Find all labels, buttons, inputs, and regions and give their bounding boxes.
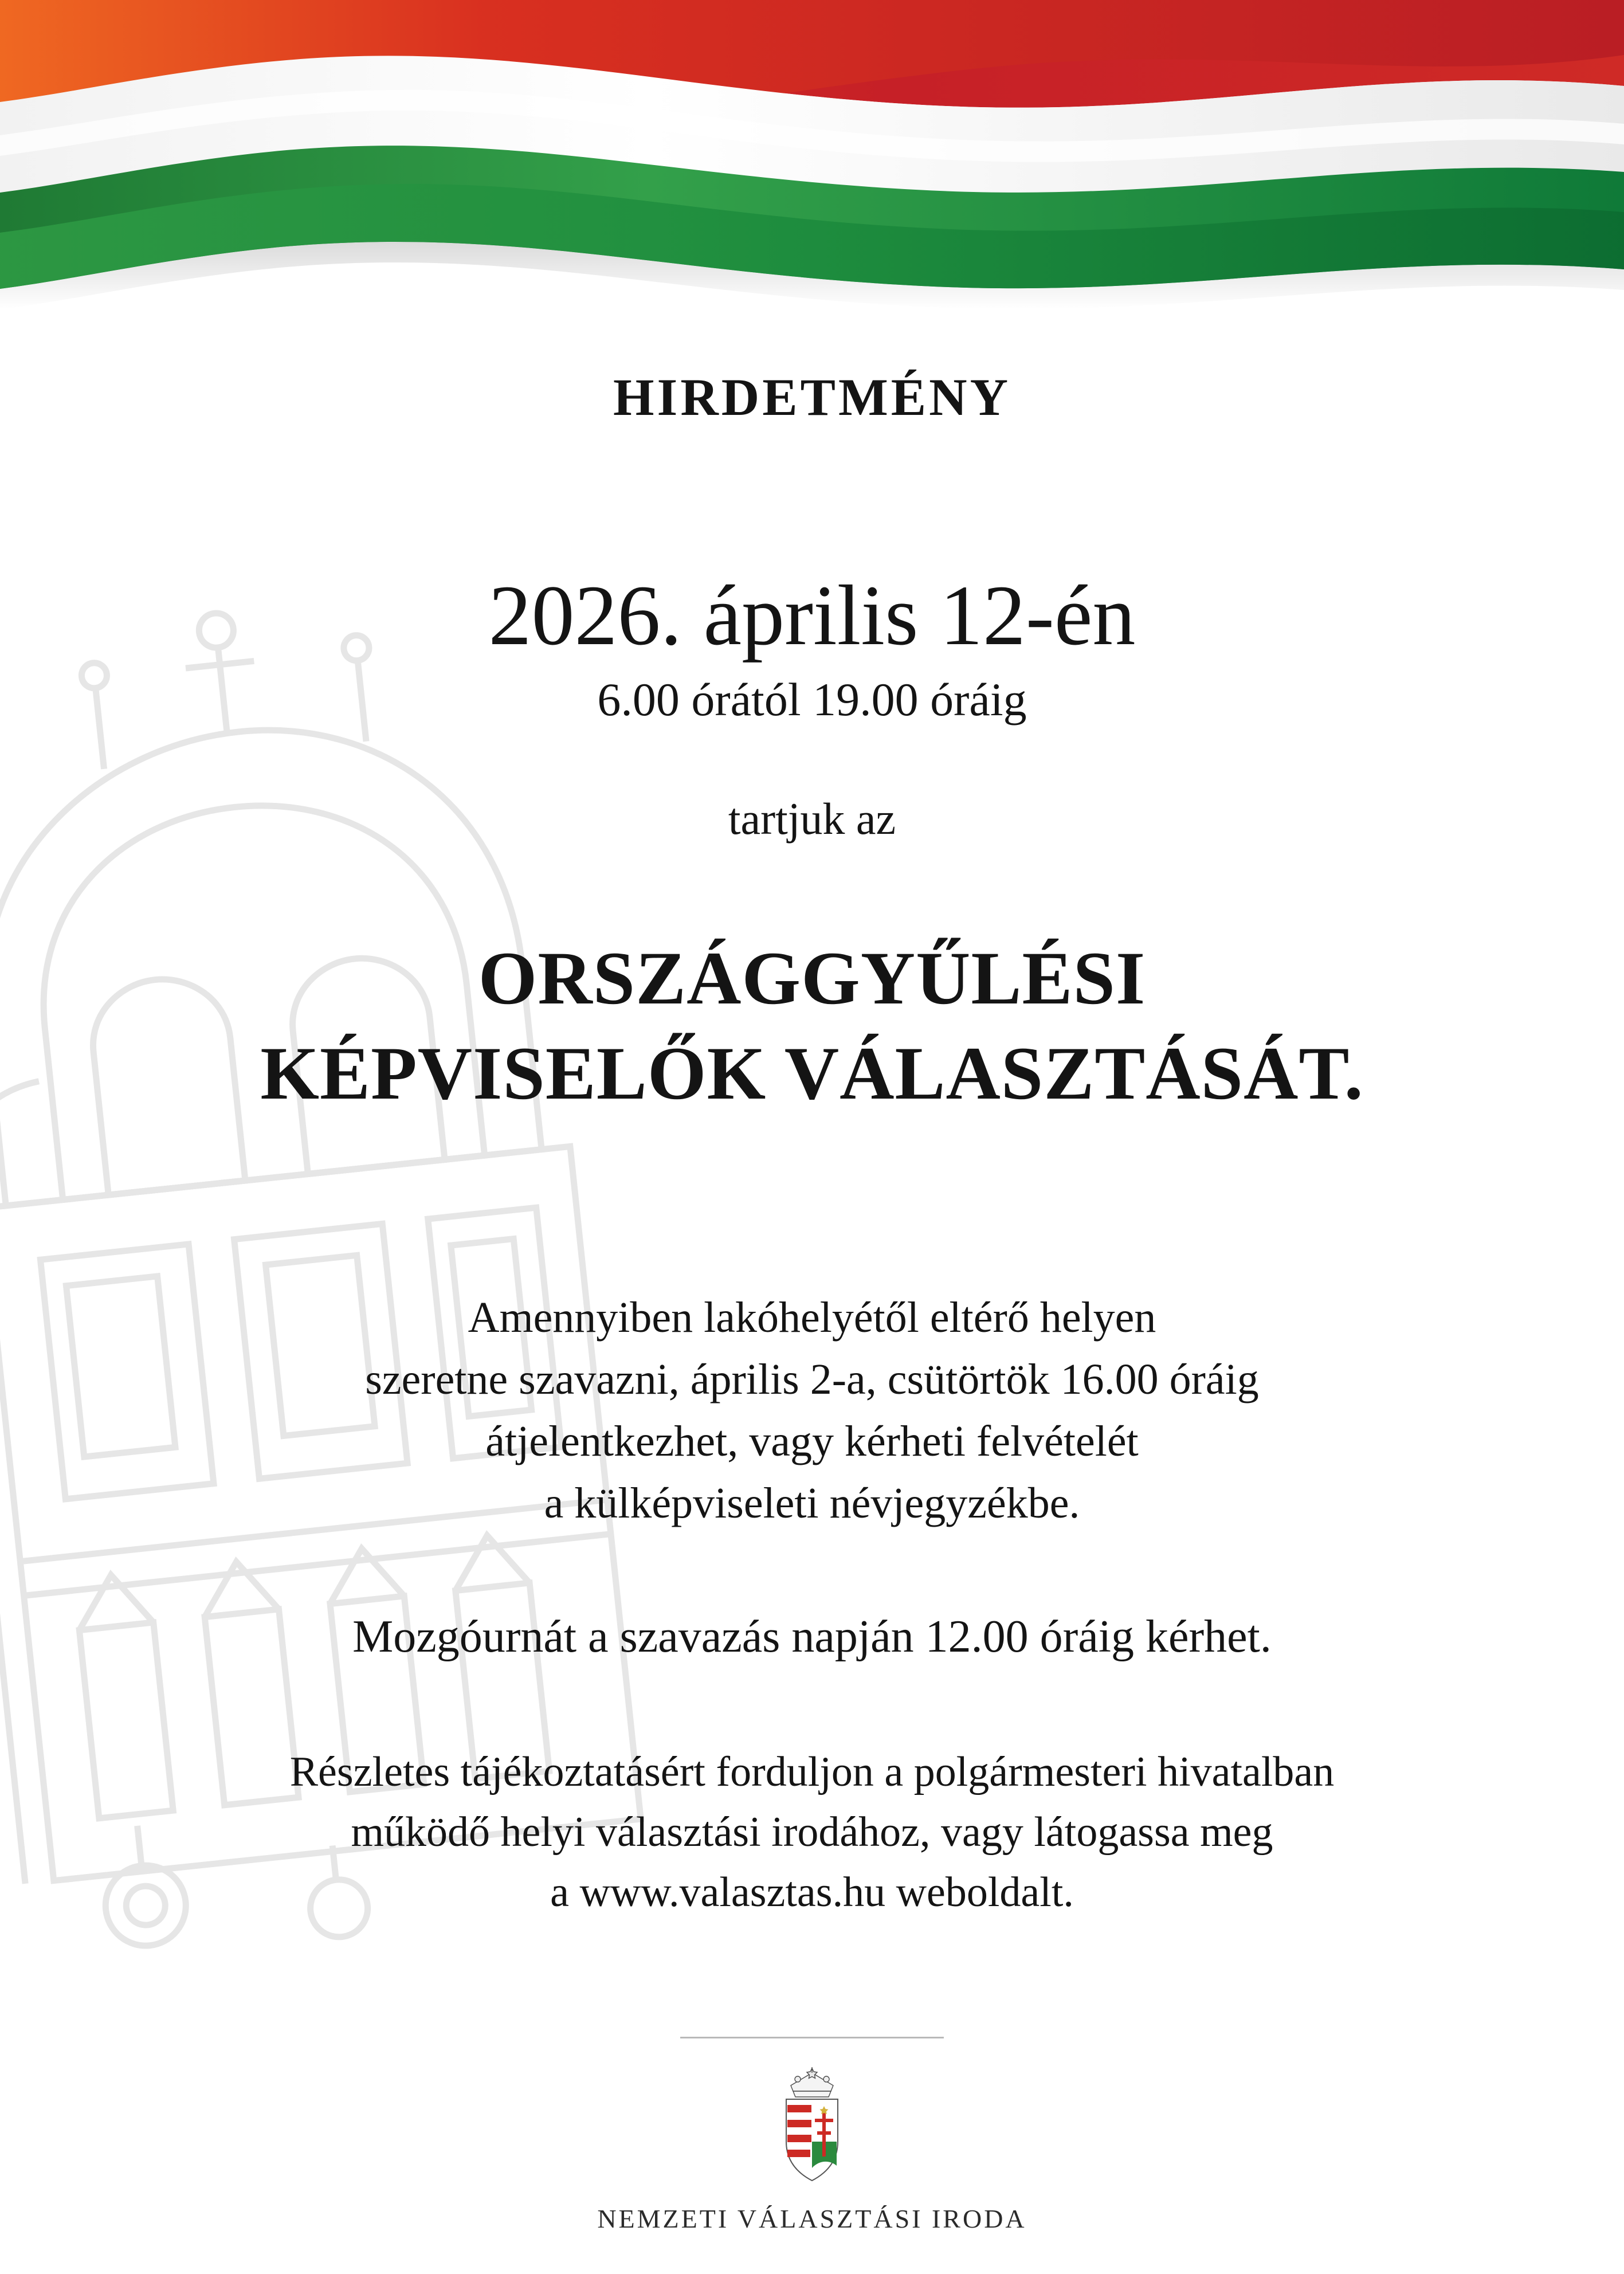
election-headline [0, 931, 1624, 1122]
headline-line-2: KÉPVISELŐK VÁLASZTÁSÁT. [260, 1031, 1364, 1115]
paragraph-1-line-1: Amennyiben lakóhelyétől eltérő helyen [468, 1293, 1156, 1342]
hungary-coat-of-arms-icon [758, 2056, 866, 2193]
paragraph-2-line-1: Mozgóurnát a szavazás napján 12.00 óráig kérhet. [352, 1611, 1272, 1662]
footer [0, 2037, 1624, 2234]
poster-content [0, 367, 1624, 1923]
page-title: HIRDETMÉNY [613, 368, 1011, 426]
paragraph-3-line-2: működő helyi választási irodához, vagy látogassa meg [351, 1808, 1273, 1856]
footer-divider [680, 2037, 944, 2038]
election-time-range: 6.00 órától 19.00 óráig [597, 673, 1027, 726]
tricolour-banner [0, 0, 1624, 344]
hungarian-tricolour-wave-banner-icon [0, 0, 1624, 344]
headline-line-1: ORSZÁGGYŰLÉSI [478, 935, 1146, 1020]
paragraph-1-line-4: a külképviseleti névjegyzékbe. [544, 1479, 1080, 1528]
organization-name: NEMZETI VÁLASZTÁSI IRODA [597, 2204, 1027, 2233]
paragraph-mobile-ballot-box [0, 1605, 1624, 1670]
paragraph-1-line-3: átjelentkezhet, vagy kérheti felvételét [485, 1417, 1139, 1466]
election-date: 2026. április 12-én [488, 568, 1136, 663]
intro-text: tartjuk az [728, 793, 896, 844]
paragraph-1-line-2: szeretne szavazni, április 2-a, csütörtök 16.00 óráig [365, 1355, 1259, 1404]
paragraph-more-information [0, 1742, 1624, 1923]
coat-of-arms [758, 2056, 866, 2193]
paragraph-3-line-3: a www.valasztas.hu weboldalt. [550, 1868, 1074, 1916]
paragraph-transfer-registration [0, 1287, 1624, 1535]
paragraph-3-line-1: Részletes tájékoztatásért forduljon a polgármesteri hivatalban [289, 1748, 1335, 1795]
